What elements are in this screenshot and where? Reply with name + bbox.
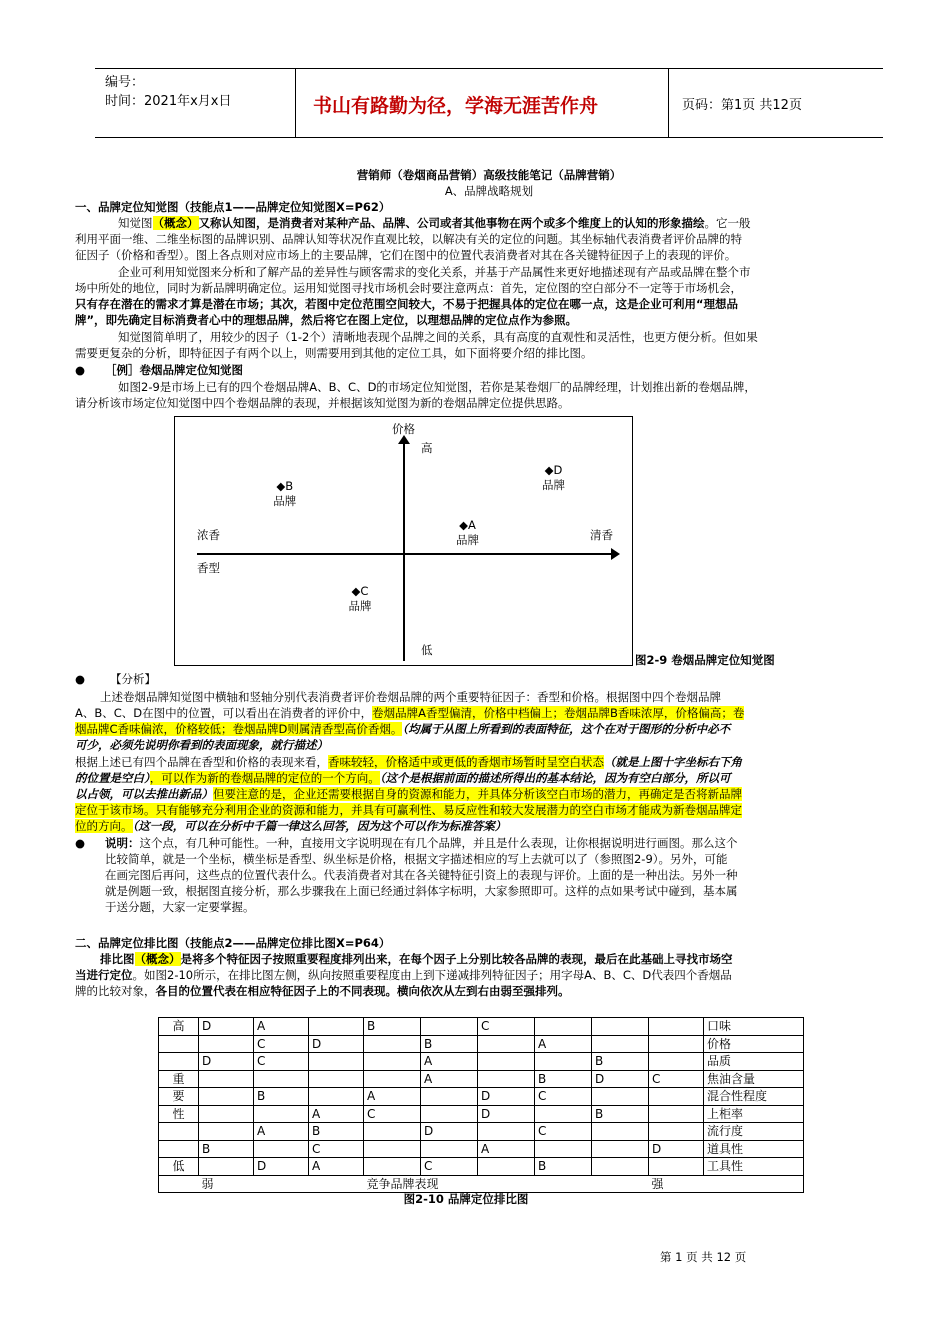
importance-cell: 重	[159, 1070, 199, 1088]
rank-cell: D	[478, 1105, 535, 1123]
diamond-marker-icon: ◆	[459, 517, 468, 532]
rank-cell	[478, 1035, 535, 1053]
rank-cell	[649, 1105, 704, 1123]
rank-cell	[199, 1123, 254, 1141]
rank-cell: A	[535, 1035, 592, 1053]
rank-cell	[364, 1158, 421, 1176]
rank-cell	[649, 1088, 704, 1106]
rank-cell	[478, 1070, 535, 1088]
factor-label: 焦油含量	[704, 1070, 804, 1088]
page-footer: 第 1 页 共 12 页	[660, 1250, 747, 1264]
header-divider	[668, 69, 669, 137]
factor-label: 混合性程度	[704, 1088, 804, 1106]
diamond-marker-icon: ◆	[544, 462, 554, 477]
point-label: 品牌	[348, 598, 372, 613]
table-row	[159, 1105, 804, 1123]
rank-cell	[364, 1123, 421, 1141]
time-label: 时间：2021年x月x日	[105, 94, 232, 109]
rank-cell	[592, 1140, 649, 1158]
rank-cell	[478, 1123, 535, 1141]
rank-cell: C	[535, 1123, 592, 1141]
rank-cell: D	[478, 1088, 535, 1106]
rank-cell: B	[592, 1105, 649, 1123]
rank-cell: A	[254, 1123, 309, 1141]
rank-cell	[592, 1018, 649, 1036]
factor-label: 道具性	[704, 1140, 804, 1158]
point-c	[340, 584, 380, 614]
importance-cell: 要	[159, 1088, 199, 1106]
definition-text: 又称认知图，是消费者对某种产品、品牌、公司或者其他事物在两个或多个维度上的认知的形象描绘	[198, 216, 705, 230]
concept-tag: （概念）	[152, 216, 199, 230]
point-d	[534, 463, 574, 493]
rank-cell: B	[364, 1018, 421, 1036]
rank-cell: A	[421, 1053, 478, 1071]
section-heading: 二、品牌定位排比图（技能点2——品牌定位排比图X=P64）	[75, 936, 391, 950]
example-heading: ［例］卷烟品牌定位知觉图	[105, 363, 243, 377]
paragraph-line: 以占领，可以去推出新品）但要注意的是，企业还需要根据自身的资源和能力，并具体分析该空白市场的潜力，再确定是否将新品牌	[75, 787, 742, 801]
page-number-label: 页码：第1页 共12页	[682, 98, 802, 113]
importance-cell: 低	[159, 1158, 199, 1176]
paragraph-line: 于送分题，大家一定要掌握。	[105, 900, 255, 914]
rank-cell	[421, 1105, 478, 1123]
rank-cell: C	[364, 1105, 421, 1123]
factor-label: 口味	[704, 1018, 804, 1036]
rank-cell	[364, 1140, 421, 1158]
paragraph-line: 请分析该市场定位知觉图中四个卷烟品牌的表现，并根据该知觉图为新的卷烟品牌定位提供思路。	[75, 396, 570, 410]
rank-cell: A	[364, 1088, 421, 1106]
table-row	[159, 1158, 804, 1176]
y-axis-name: 价格	[392, 422, 415, 436]
rank-cell: D	[254, 1158, 309, 1176]
doc-subtitle: A、品牌战略规划	[444, 184, 534, 198]
strong-label: 强	[649, 1175, 804, 1193]
bullet-dot: ●	[75, 672, 86, 686]
rank-cell	[254, 1070, 309, 1088]
importance-cell: 性	[159, 1105, 199, 1123]
rank-cell	[364, 1070, 421, 1088]
factor-label: 流行度	[704, 1123, 804, 1141]
paragraph-line: 就是例题一致，根据图直接分析，那么步骤我在上面已经通过斜体字标明，大家参照即可。这样的点如果考试中碰到，基本属	[105, 884, 738, 898]
paragraph-line: 的位置是空白），可以作为新的卷烟品牌的定位的一个方向。（这个是根据前面的描述所得出的基本结论，因为有空白部分，所以可	[75, 771, 731, 785]
rank-cell	[254, 1140, 309, 1158]
paragraph-line: 企业可利用知觉图来分析和了解产品的差异性与顾客需求的变化关系，并基于产品属性来更好地描述现有产品或品牌在整个市	[118, 265, 751, 279]
rank-cell	[309, 1018, 364, 1036]
rank-cell	[421, 1088, 478, 1106]
rank-cell: D	[592, 1070, 649, 1088]
rank-cell	[364, 1035, 421, 1053]
x-axis	[197, 553, 617, 555]
rank-cell: B	[535, 1158, 592, 1176]
rank-cell	[199, 1088, 254, 1106]
table-row	[159, 1088, 804, 1106]
paragraph-line: 牌”，即先确定目标消费者心中的理想品牌，然后将它在图上定位，以理想品牌的定位点作为参照。	[75, 313, 578, 327]
x-left-label: 浓香	[197, 528, 220, 542]
analysis-heading: 【分析】	[110, 672, 156, 686]
rank-cell	[592, 1123, 649, 1141]
y-axis	[403, 441, 405, 661]
factor-label: 品质	[704, 1053, 804, 1071]
paragraph-line: 知觉图简单明了，用较少的因子（1-2个）清晰地表现个品牌之间的关系，具有高度的直观性和灵活性，也更方便分析。但如果	[118, 330, 758, 344]
rank-cell: A	[254, 1018, 309, 1036]
y-top-label: 高	[421, 441, 433, 455]
point-label: 品牌	[456, 532, 479, 547]
rank-cell	[478, 1158, 535, 1176]
motto: 书山有路勤为径，学海无涯苦作舟	[313, 95, 599, 117]
section-heading: 一、品牌定位知觉图（技能点1——品牌定位知觉图X=P62）	[75, 200, 391, 214]
bullet-dot: ●	[75, 836, 86, 850]
importance-cell	[159, 1140, 199, 1158]
rank-cell: D	[649, 1140, 704, 1158]
rank-cell: B	[421, 1035, 478, 1053]
rank-cell	[478, 1053, 535, 1071]
paragraph-line: 定位于该市场。只有能够充分利用企业的资源和能力，并具有可赢利性、易反应性和较大发展潜力的空白市场才能成为新卷烟品牌定	[75, 803, 742, 817]
table-footer-row	[159, 1175, 804, 1193]
rank-cell	[592, 1035, 649, 1053]
rank-cell: B	[592, 1053, 649, 1071]
paragraph-line: 位的方向。（这一段，可以在分析中千篇一律这么回答，因为这个可以作为标准答案）	[75, 819, 507, 833]
paragraph-line: 烟品牌C香味偏浓，价格较低；卷烟品牌D则属清香型高价香烟。（均属于从图上所看到的表面特征，这个在对于图形的分析中必不	[75, 722, 731, 736]
table-row	[159, 1018, 804, 1036]
bullet-dot: ●	[75, 363, 86, 377]
paragraph-line: 在画完图后再问，这些点的位置代表什么。代表消费者对其在各关键特征引资上的表现与评价。上面的是一种出法。另外一种	[105, 868, 738, 882]
header-meta	[105, 73, 231, 111]
rank-cell	[649, 1123, 704, 1141]
rank-cell: D	[309, 1035, 364, 1053]
rank-cell: A	[478, 1140, 535, 1158]
table-row	[159, 1070, 804, 1088]
doc-title: 营销师（卷烟商品营销）高级技能笔记（品牌营销）	[356, 168, 622, 182]
rank-cell	[254, 1105, 309, 1123]
paragraph-line: 牌的比较对象，各目的位置代表在相应特征因子上的不同表现。横向依次从左到右由弱至强排列。	[75, 984, 570, 998]
table-row	[159, 1053, 804, 1071]
rank-cell	[199, 1070, 254, 1088]
rank-cell	[592, 1088, 649, 1106]
rank-cell: C	[535, 1088, 592, 1106]
rank-cell	[309, 1088, 364, 1106]
table-caption: 图2-10 品牌定位排比图	[403, 1192, 529, 1206]
paragraph-line: 只有存在潜在的需求才算是潜在市场；其次，若图中定位范围空间较大，不易于把握具体的定位在哪一点，这是企业可利用“理想品	[75, 297, 739, 311]
importance-cell	[159, 1053, 199, 1071]
paragraph-line: 说明：这个点，有几种可能性。一种，直接用文字说明现在有几个品牌，并且是什么表现，让你根据说明进行画图。那么这个	[105, 836, 738, 850]
paragraph-line: 排比图（概念）是将多个特征因子按照重要程度排列出来，在每个因子上分别比较各品牌的表现，最后在此基础上寻找市场空	[100, 952, 733, 966]
rank-cell: B	[199, 1140, 254, 1158]
paragraph-line: 场中所处的地位，同时为新品牌明确定位。运用知觉图寻找市场机会时要注意两点：首先，定位图的空白部分不一定等于市场机会，	[75, 281, 742, 295]
diamond-marker-icon: ◆	[276, 479, 286, 493]
rank-cell	[309, 1070, 364, 1088]
rank-cell: A	[421, 1070, 478, 1088]
rank-cell	[592, 1158, 649, 1176]
factor-label: 价格	[704, 1035, 804, 1053]
rank-cell	[421, 1140, 478, 1158]
paragraph-line: 需要更复杂的分析，即特征因子有两个以上，则需要用到其他的定位工具，如下面将要介绍的排比图。	[75, 346, 593, 360]
x-right-label: 清香	[590, 528, 613, 542]
importance-cell: 高	[159, 1018, 199, 1036]
rank-cell	[199, 1158, 254, 1176]
weak-label: 弱	[199, 1175, 364, 1193]
x-left-sub: 香型	[197, 561, 220, 575]
rank-cell: C	[478, 1018, 535, 1036]
rank-cell: C	[254, 1053, 309, 1071]
importance-cell	[159, 1123, 199, 1141]
x-axis-arrow	[611, 548, 620, 560]
point-label: 品牌	[273, 494, 297, 508]
table-row	[159, 1140, 804, 1158]
rank-cell: B	[309, 1123, 364, 1141]
point-label: 品牌	[542, 477, 565, 492]
rank-cell	[649, 1035, 704, 1053]
table-row	[159, 1035, 804, 1053]
rank-cell	[199, 1035, 254, 1053]
rank-cell	[309, 1053, 364, 1071]
rank-cell: D	[199, 1053, 254, 1071]
paragraph-line: 根据上述已有四个品牌在香型和价格的表现来看，香味较轻，价格适中或更低的香烟市场暂时呈空白状态（就是上图十字坐标右下角	[75, 755, 742, 769]
rank-cell: D	[199, 1018, 254, 1036]
rank-cell: A	[309, 1158, 364, 1176]
rank-cell	[649, 1053, 704, 1071]
rank-cell	[421, 1018, 478, 1036]
factor-label: 工具性	[704, 1158, 804, 1176]
y-bottom-label: 低	[421, 643, 433, 657]
factor-label: 上柜率	[704, 1105, 804, 1123]
rank-cell	[649, 1158, 704, 1176]
point-b	[265, 479, 305, 509]
point-name: B	[285, 479, 294, 493]
paragraph-line: 上述卷烟品牌知觉图中横轴和竖轴分别代表消费者评价卷烟品牌的两个重要特征因子：香型和价格。根据图中四个卷烟品牌	[100, 690, 721, 704]
rank-cell: C	[649, 1070, 704, 1088]
paragraph-line: 利用平面一维、二维坐标图的品牌识别、品牌认知等状况作直观比较，以解决有关的定位的问题。其坐标轴代表消费者评价品牌的特	[75, 232, 742, 246]
number-label: 编号：	[105, 75, 145, 90]
importance-cell	[159, 1035, 199, 1053]
table-row	[159, 1123, 804, 1141]
rank-cell: C	[254, 1035, 309, 1053]
point-a	[448, 518, 488, 548]
rank-cell	[649, 1018, 704, 1036]
paragraph-line: 如图2-9是市场上已有的四个卷烟品牌A、B、C、D的市场定位知觉图，若你是某卷烟厂的品牌经理，计划推出新的卷烟品牌，	[118, 380, 756, 394]
point-name: C	[360, 583, 369, 598]
rank-cell: D	[421, 1123, 478, 1141]
rank-cell: A	[309, 1105, 364, 1123]
perception-map	[174, 416, 633, 666]
point-name: D	[553, 462, 563, 477]
rank-cell	[535, 1140, 592, 1158]
rank-cell	[535, 1018, 592, 1036]
paragraph-line: 征因子（价格和香型）。图上各点则对应市场上的主要品牌，它们在图中的位置代表消费者对其在各关键特征因子上的表现的评价。	[75, 248, 737, 262]
paragraph-line: 知觉图（概念）又称认知图，是消费者对某种产品、品牌、公司或者其他事物在两个或多个维度上的认知的形象描绘。它一般	[118, 216, 751, 230]
page-header	[95, 68, 883, 138]
point-name: A	[467, 517, 476, 532]
rank-cell: C	[421, 1158, 478, 1176]
ranking-table	[158, 1017, 804, 1193]
chart-caption: 图2-9 卷烟品牌定位知觉图	[635, 653, 775, 667]
rank-cell	[364, 1053, 421, 1071]
rank-cell	[199, 1105, 254, 1123]
paragraph-line: A、B、C、D在图中的位置，可以看出在消费者的评价中，卷烟品牌A香型偏清，价格中档偏上；卷烟品牌B香味浓厚，价格偏高；卷	[75, 706, 745, 720]
paragraph-line: 比较简单，就是一个坐标，横坐标是香型、纵坐标是价格，根据文字描述相应的写上去就可以了（参照图2-9）。另外，可能	[105, 852, 728, 866]
rank-cell: C	[309, 1140, 364, 1158]
rank-cell	[535, 1053, 592, 1071]
axis-middle-label: 竞争品牌表现	[364, 1175, 649, 1193]
paragraph-line: 当进行定位。如图2-10所示，在排比图左侧，纵向按照重要程度由上到下递减排列特征因子；用字母A、B、C、D代表四个香烟品	[75, 968, 732, 982]
header-divider	[295, 69, 296, 137]
paragraph-line: 可少，必须先说明你看到的表面现象，就行描述）	[75, 738, 328, 752]
diamond-marker-icon: ◆	[351, 583, 361, 598]
rank-cell: B	[535, 1070, 592, 1088]
rank-cell: B	[254, 1088, 309, 1106]
rank-cell	[535, 1105, 592, 1123]
